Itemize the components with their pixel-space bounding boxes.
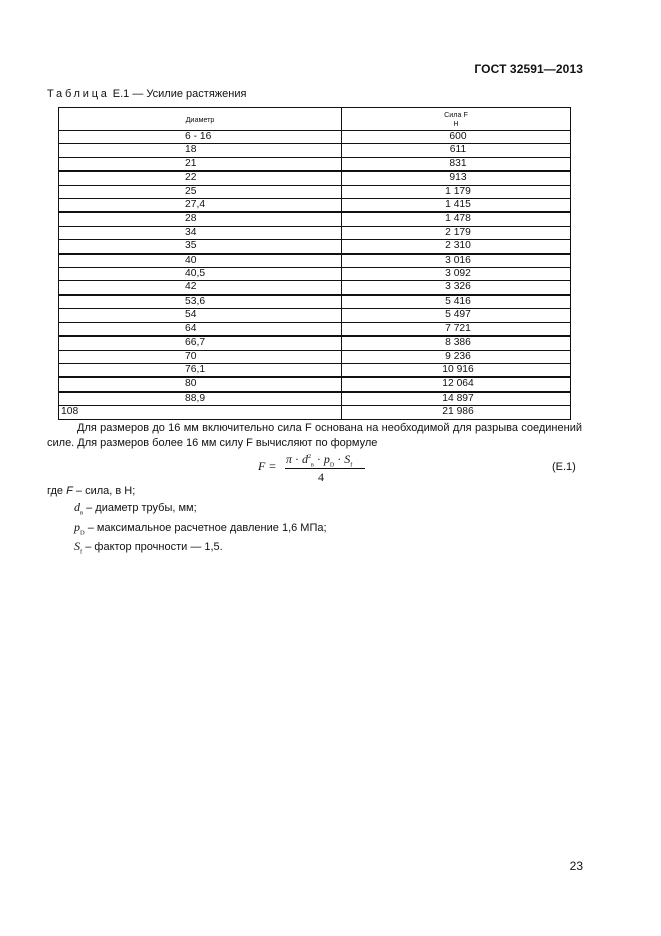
cell-force: 5 497 [342, 309, 571, 322]
cell-force: 9 236 [342, 350, 571, 363]
cell-diameter: 21 [59, 157, 342, 171]
column-header-force [342, 108, 571, 131]
column-header-diameter: Диаметр [59, 108, 342, 131]
cell-force: 913 [342, 171, 571, 185]
table-row [59, 185, 571, 198]
table-row [59, 363, 571, 377]
cell-diameter: 108 [59, 406, 342, 419]
cell-diameter: 40,5 [59, 268, 342, 281]
table-body [59, 131, 571, 420]
cell-force: 14 897 [342, 392, 571, 406]
table-row [59, 212, 571, 226]
formula-lhs: F = [258, 459, 277, 473]
table-row [59, 406, 571, 419]
cell-force: 831 [342, 157, 571, 171]
definition-pressure: $p_D$ – максимальное расчетное давление 1,6 МПа; [74, 520, 327, 537]
table-caption-prefix: Таблица [47, 88, 110, 100]
cell-diameter: 54 [59, 309, 342, 322]
cell-diameter: 76,1 [59, 363, 342, 377]
cell-force: 3 326 [342, 281, 571, 295]
cell-force: 611 [342, 144, 571, 157]
explanation-paragraph: Для размеров до 16 мм включительно сила F основана на необходимой для разрыва соединений силе. Для размеров более 16 мм силу F вычисляют по формуле [47, 422, 582, 449]
document-header: ГОСТ 32591—2013 [474, 62, 583, 76]
cell-diameter: 6 - 16 [59, 131, 342, 144]
cell-diameter: 18 [59, 144, 342, 157]
cell-force: 1 415 [342, 199, 571, 213]
cell-force: 3 016 [342, 254, 571, 268]
table-row [59, 281, 571, 295]
cell-diameter: 70 [59, 350, 342, 363]
cell-diameter: 25 [59, 185, 342, 198]
page-number: 23 [569, 859, 583, 873]
cell-diameter: 80 [59, 377, 342, 391]
cell-diameter: 66,7 [59, 336, 342, 350]
table-row [59, 350, 571, 363]
cell-force: 5 416 [342, 295, 571, 309]
table-row [59, 254, 571, 268]
cell-diameter: 88,9 [59, 392, 342, 406]
cell-diameter: 27,4 [59, 199, 342, 213]
force-label: Сила F [444, 110, 468, 119]
fraction-bar [285, 468, 365, 469]
cell-force: 3 092 [342, 268, 571, 281]
cell-force: 600 [342, 131, 571, 144]
table-row [59, 226, 571, 239]
cell-force: 7 721 [342, 322, 571, 336]
table-row [59, 171, 571, 185]
force-table [58, 107, 571, 420]
table-row [59, 295, 571, 309]
table-row [59, 392, 571, 406]
table-row [59, 322, 571, 336]
table-row [59, 309, 571, 322]
cell-diameter: 42 [59, 281, 342, 295]
table-header-row [59, 108, 571, 131]
cell-diameter: 22 [59, 171, 342, 185]
table-row [59, 144, 571, 157]
cell-force: 2 310 [342, 240, 571, 254]
cell-diameter: 28 [59, 212, 342, 226]
cell-force: 1 478 [342, 212, 571, 226]
table-row [59, 336, 571, 350]
cell-force: 10 916 [342, 363, 571, 377]
cell-force: 8 386 [342, 336, 571, 350]
table-row [59, 377, 571, 391]
cell-diameter: 64 [59, 322, 342, 336]
table-row [59, 131, 571, 144]
force-unit: Н [453, 119, 459, 128]
formula-denominator: 4 [318, 470, 324, 484]
table-row [59, 157, 571, 171]
table-row [59, 240, 571, 254]
cell-diameter: 34 [59, 226, 342, 239]
where-line: где F – сила, в Н; [47, 485, 136, 497]
cell-diameter: 53,6 [59, 295, 342, 309]
cell-force: 21 986 [342, 406, 571, 419]
definition-diameter: $d_в$ – диаметр трубы, мм; [74, 500, 197, 517]
cell-force: 12 064 [342, 377, 571, 391]
cell-diameter: 40 [59, 254, 342, 268]
cell-diameter: 35 [59, 240, 342, 254]
table-caption-title: Е.1 — Усилие растяжения [109, 88, 247, 100]
cell-force: 1 179 [342, 185, 571, 198]
equation-number: (Е.1) [552, 461, 576, 473]
formula-e1 [258, 454, 368, 486]
definition-strength-factor: $S_f$ – фактор прочности — 1,5. [74, 539, 223, 556]
table-caption [47, 88, 246, 100]
formula-numerator: $\pi \cdot d^2_в \cdot p_D \cdot S_f$ [286, 452, 353, 469]
cell-force: 2 179 [342, 226, 571, 239]
table-row [59, 268, 571, 281]
table-row [59, 199, 571, 213]
